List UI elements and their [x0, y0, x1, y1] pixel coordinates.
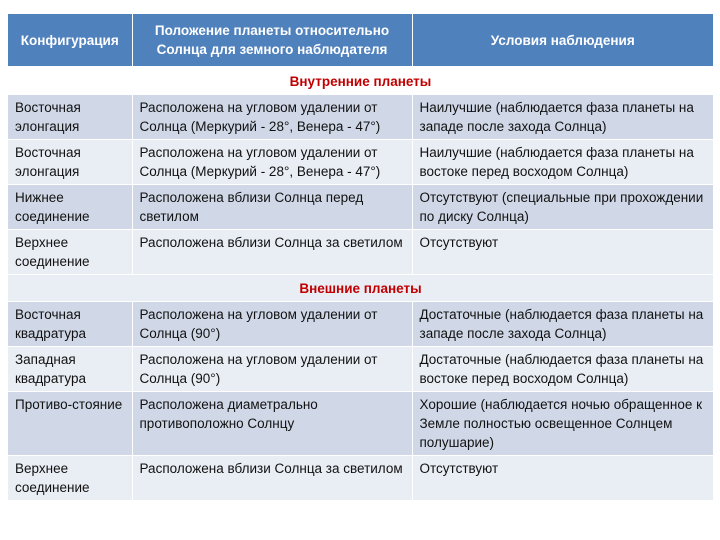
- position-cell: Расположена диаметрально противоположно Солнцу: [132, 392, 412, 456]
- conditions-cell: Отсутствуют: [412, 456, 713, 501]
- section-row-outer-planets: [8, 275, 713, 302]
- header-position: Положение планеты относительно Солнца для земного наблюдателя: [132, 14, 412, 67]
- section-row-inner-planets: [8, 67, 713, 95]
- table-row: [8, 140, 713, 185]
- table-row: [8, 185, 713, 230]
- config-cell: Верхнее соединение: [8, 456, 132, 501]
- conditions-cell: Наилучшие (наблюдается фаза планеты на востоке перед восходом Солнца): [412, 140, 713, 185]
- config-cell: Нижнее соединение: [8, 185, 132, 230]
- position-cell: Расположена на угловом удалении от Солнца (90°): [132, 302, 412, 347]
- planet-configurations-table: [8, 14, 713, 501]
- conditions-cell: Отсутствуют: [412, 230, 713, 275]
- section-title: Внешние планеты: [8, 275, 713, 302]
- conditions-cell: Отсутствуют (специальные при прохождении по диску Солнца): [412, 185, 713, 230]
- table-row: [8, 392, 713, 456]
- config-cell: Восточная элонгация: [8, 95, 132, 140]
- position-cell: Расположена вблизи Солнца перед светилом: [132, 185, 412, 230]
- position-cell: Расположена на угловом удалении от Солнца (90°): [132, 347, 412, 392]
- config-cell: Верхнее соединение: [8, 230, 132, 275]
- table-header-row: [8, 14, 713, 67]
- configurations-table-container: [8, 14, 713, 501]
- position-cell: Расположена на угловом удалении от Солнца (Меркурий - 28°, Венера - 47°): [132, 95, 412, 140]
- conditions-cell: Достаточные (наблюдается фаза планеты на востоке перед восходом Солнца): [412, 347, 713, 392]
- section-title: Внутренние планеты: [8, 67, 713, 95]
- config-cell: Восточная элонгация: [8, 140, 132, 185]
- conditions-cell: Наилучшие (наблюдается фаза планеты на западе после захода Солнца): [412, 95, 713, 140]
- position-cell: Расположена вблизи Солнца за светилом: [132, 230, 412, 275]
- table-row: [8, 456, 713, 501]
- table-row: [8, 95, 713, 140]
- table-row: [8, 347, 713, 392]
- config-cell: Восточная квадратура: [8, 302, 132, 347]
- header-configuration: Конфигурация: [8, 14, 132, 67]
- conditions-cell: Хорошие (наблюдается ночью обращенное к Земле полностью освещенное Солнцем полушарие): [412, 392, 713, 456]
- conditions-cell: Достаточные (наблюдается фаза планеты на западе после захода Солнца): [412, 302, 713, 347]
- position-cell: Расположена на угловом удалении от Солнца (Меркурий - 28°, Венера - 47°): [132, 140, 412, 185]
- position-cell: Расположена вблизи Солнца за светилом: [132, 456, 412, 501]
- config-cell: Противо-стояние: [8, 392, 132, 456]
- config-cell: Западная квадратура: [8, 347, 132, 392]
- header-conditions: Условия наблюдения: [412, 14, 713, 67]
- table-row: [8, 302, 713, 347]
- table-row: [8, 230, 713, 275]
